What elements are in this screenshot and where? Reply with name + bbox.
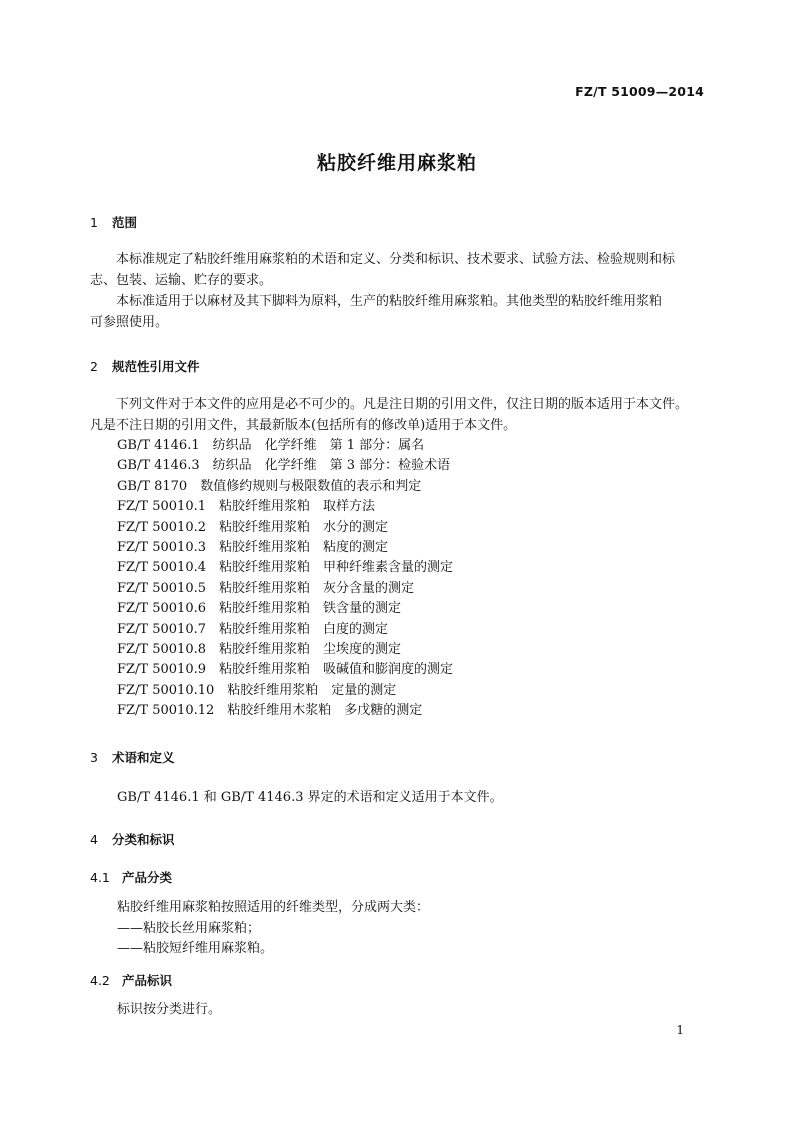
reference-item xyxy=(117,456,450,477)
section-4-1-heading xyxy=(90,868,172,886)
reference-item xyxy=(117,579,414,600)
section-title: 产品标识 xyxy=(122,973,173,988)
text-line: 志、包装、运输、贮存的要求。 xyxy=(90,272,273,288)
reference-code: FZ/T 50010.5 xyxy=(117,580,206,596)
section-number: 1 xyxy=(90,215,98,230)
list-item: ——粘胶短纤维用麻浆粕。 xyxy=(117,941,274,956)
text-line: 凡是不注日期的引用文件，其最新版本(包括所有的修改单)适用于本文件。 xyxy=(90,417,517,433)
reference-title: 粘胶纤维用木浆粕 多戊糖的测定 xyxy=(227,703,423,719)
reference-title: 粘胶纤维用浆粕 定量的测定 xyxy=(227,682,397,698)
reference-code: FZ/T 50010.10 xyxy=(117,682,215,698)
reference-title: 粘胶纤维用浆粕 灰分含量的测定 xyxy=(219,580,415,596)
reference-title: 粘胶纤维用浆粕 水分的测定 xyxy=(219,519,389,535)
reference-code: GB/T 8170 xyxy=(117,478,188,494)
reference-item xyxy=(117,518,388,539)
section-2-heading xyxy=(90,357,200,375)
reference-title: 纺织品 化学纤维 第 3 部分：检验术语 xyxy=(212,458,451,474)
reference-code: FZ/T 50010.4 xyxy=(117,560,206,576)
section-3-paragraph-1: GB/T 4146.1 和 GB/T 4146.3 界定的术语和定义适用于本文件。 xyxy=(117,790,503,805)
reference-item xyxy=(117,538,388,559)
section-number: 4.2 xyxy=(90,973,110,988)
section-3-heading xyxy=(90,748,175,766)
section-4-heading xyxy=(90,830,175,848)
text-line: 可参照使用。 xyxy=(90,314,169,330)
section-1-heading xyxy=(90,213,137,231)
text-line: 下列文件对于本文件的应用是必不可少的。凡是注日期的引用文件，仅注日期的版本适用于本文件。 xyxy=(116,397,689,412)
reference-code: FZ/T 50010.12 xyxy=(117,703,215,719)
section-1-paragraph-2 xyxy=(90,292,704,333)
reference-code: GB/T 4146.1 xyxy=(117,438,200,453)
reference-code: FZ/T 50010.6 xyxy=(117,601,206,617)
reference-item xyxy=(117,477,421,498)
text-line: 本标准适用于以麻材及其下脚料为原料，生产的粘胶纤维用麻浆粕。其他类型的粘胶纤维用浆粕 xyxy=(116,294,663,309)
section-4-1-paragraph xyxy=(117,898,704,960)
section-number: 3 xyxy=(90,750,98,765)
document-title: 粘胶纤维用麻浆粕 xyxy=(316,152,477,174)
reference-title: 纺织品 化学纤维 第 1 部分：属名 xyxy=(212,438,425,453)
reference-title: 粘胶纤维用浆粕 铁含量的测定 xyxy=(219,601,402,617)
section-4-2-paragraph: 标识按分类进行。 xyxy=(117,1002,222,1017)
reference-item xyxy=(117,599,401,620)
reference-code: FZ/T 50010.8 xyxy=(117,642,206,657)
reference-title: 粘胶纤维用浆粕 白度的测定 xyxy=(219,621,389,637)
section-title: 术语和定义 xyxy=(112,750,175,765)
reference-item xyxy=(117,436,424,457)
reference-title: 粘胶纤维用浆粕 甲种纤维素含量的测定 xyxy=(219,560,454,576)
reference-title: 粘胶纤维用浆粕 粘度的测定 xyxy=(219,540,389,555)
reference-code: FZ/T 50010.1 xyxy=(117,499,206,515)
standard-code: FZ/T 51009—2014 xyxy=(575,84,704,99)
section-4-2-heading xyxy=(90,971,172,989)
page-number: 1 xyxy=(676,1023,684,1037)
reference-title: 数值修约规则与极限数值的表示和判定 xyxy=(200,478,422,494)
section-number: 4 xyxy=(90,832,98,847)
reference-title: 粘胶纤维用浆粕 尘埃度的测定 xyxy=(219,642,402,657)
section-number: 2 xyxy=(90,359,98,374)
section-1-paragraph-1 xyxy=(90,250,704,291)
reference-item xyxy=(117,640,401,661)
reference-item xyxy=(117,701,422,722)
section-2-paragraph-1 xyxy=(90,395,704,436)
reference-title: 粘胶纤维用浆粕 取样方法 xyxy=(219,499,376,515)
reference-code: FZ/T 50010.9 xyxy=(117,662,206,678)
list-item: ——粘胶长丝用麻浆粕； xyxy=(117,920,261,936)
text-line: 本标准规定了粘胶纤维用麻浆粕的术语和定义、分类和标识、技术要求、试验方法、检验规则和标 xyxy=(116,252,676,267)
section-title: 分类和标识 xyxy=(112,832,175,847)
reference-item xyxy=(117,620,388,641)
reference-code: FZ/T 50010.2 xyxy=(117,519,206,535)
reference-item xyxy=(117,681,396,702)
reference-code: FZ/T 50010.3 xyxy=(117,540,206,555)
reference-title: 粘胶纤维用浆粕 吸碱值和膨润度的测定 xyxy=(219,662,454,678)
reference-item xyxy=(117,558,453,579)
section-title: 范围 xyxy=(112,215,138,230)
text-line: 粘胶纤维用麻浆粕按照适用的纤维类型，分成两大类： xyxy=(117,900,430,915)
reference-code: GB/T 4146.3 xyxy=(117,458,200,474)
reference-item xyxy=(117,497,375,518)
section-title: 产品分类 xyxy=(122,870,173,885)
section-title: 规范性引用文件 xyxy=(112,359,200,374)
reference-code: FZ/T 50010.7 xyxy=(117,621,206,637)
reference-item xyxy=(117,660,453,681)
section-number: 4.1 xyxy=(90,870,110,885)
